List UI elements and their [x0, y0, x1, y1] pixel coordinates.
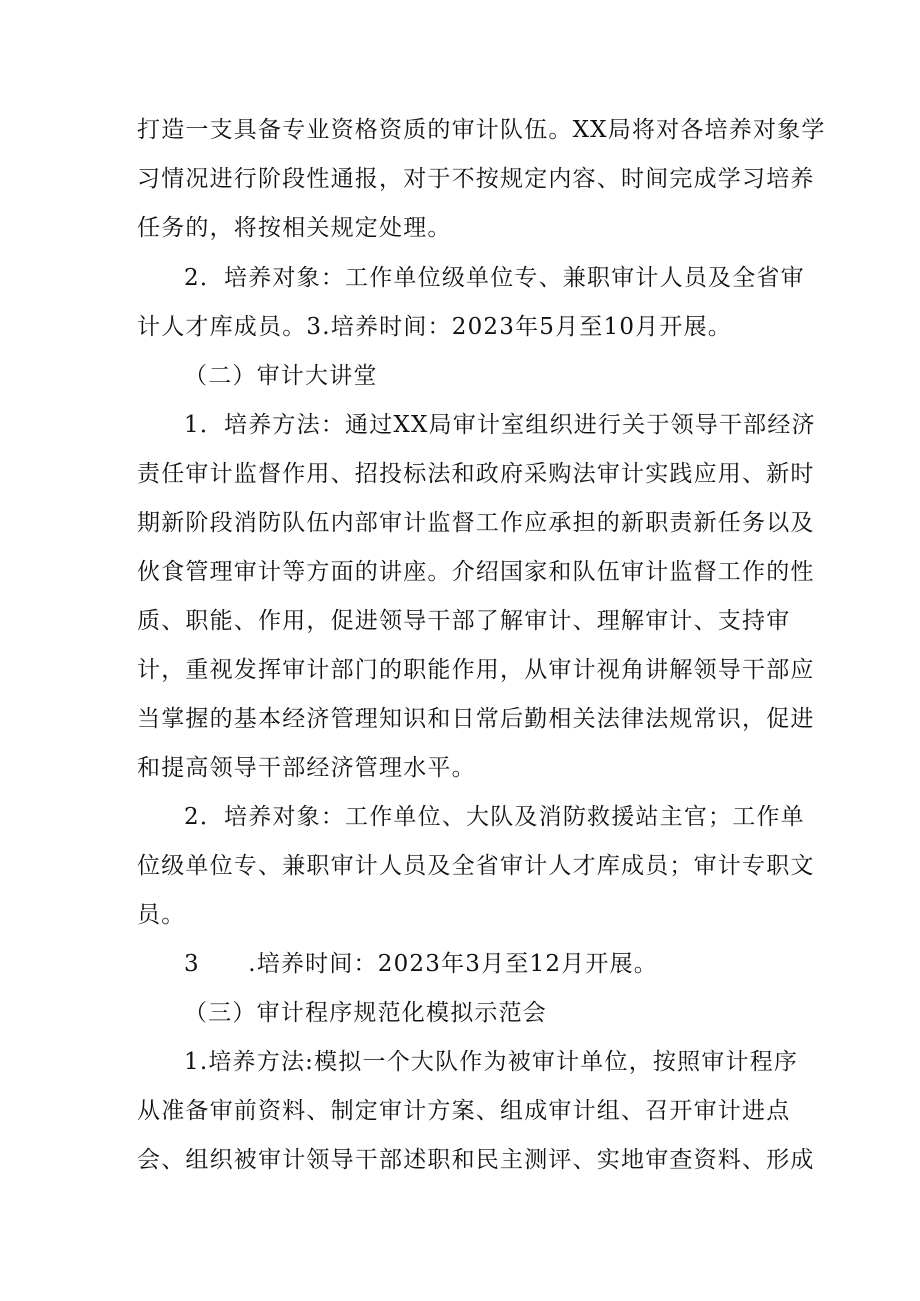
paragraph-line: 从准备审前资料、制定审计方案、组成审计组、召开审计进点 [137, 1098, 791, 1124]
paragraph-line: 质、职能、作用，促进领导干部了解审计、理解审计、支持审 [137, 608, 791, 634]
paragraph-line: 计，重视发挥审计部门的职能作用，从审计视角讲解领导干部应 [137, 657, 815, 683]
paragraph-line: 当掌握的基本经济管理知识和日常后勤相关法律法规常识，促进 [137, 706, 815, 732]
paragraph-line: 责任审计监督作用、招投标法和政府采购法审计实践应用、新时 [137, 461, 815, 487]
paragraph-line: 伙食管理审计等方面的讲座。介绍国家和队伍审计监督工作的性 [137, 559, 815, 585]
paragraph-line: 1.培养方法:模拟一个大队作为被审计单位，按照审计程序 [184, 1049, 799, 1075]
paragraph-line: 打造一支具备专业资格资质的审计队伍。XX局将对各培养对象学 [137, 117, 826, 143]
paragraph-line: 位级单位专、兼职审计人员及全省审计人才库成员；审计专职文 [137, 853, 815, 879]
section-heading: （二）审计大讲堂 [184, 363, 378, 389]
paragraph-line: 1．培养方法：通过XX局审计室组织进行关于领导干部经济 [184, 412, 816, 438]
paragraph-line: 员。 [137, 902, 186, 928]
paragraph-line: 2．培养对象：工作单位级单位专、兼职审计人员及全省审 [184, 265, 805, 291]
paragraph-line: 和提高领导干部经济管理水平。 [137, 755, 476, 781]
paragraph-line: 习情况进行阶段性通报，对于不按规定内容、时间完成学习培养 [137, 166, 815, 192]
paragraph-line: 任务的，将按相关规定处理。 [137, 215, 452, 241]
paragraph-line: 会、组织被审计领导干部述职和民主测评、实地审查资料、形成 [137, 1147, 815, 1173]
paragraph-line: 3 .培养时间：2023年3月至12月开展。 [184, 951, 658, 977]
paragraph-line: 2．培养对象：工作单位、大队及消防救援站主官；工作单 [184, 804, 805, 830]
paragraph-line: 期新阶段消防队伍内部审计监督工作应承担的新职责新任务以及 [137, 510, 815, 536]
section-heading: （三）审计程序规范化模拟示范会 [184, 1000, 547, 1026]
paragraph-line: 计人才库成员。3.培养时间：2023年5月至10月开展。 [137, 314, 732, 340]
